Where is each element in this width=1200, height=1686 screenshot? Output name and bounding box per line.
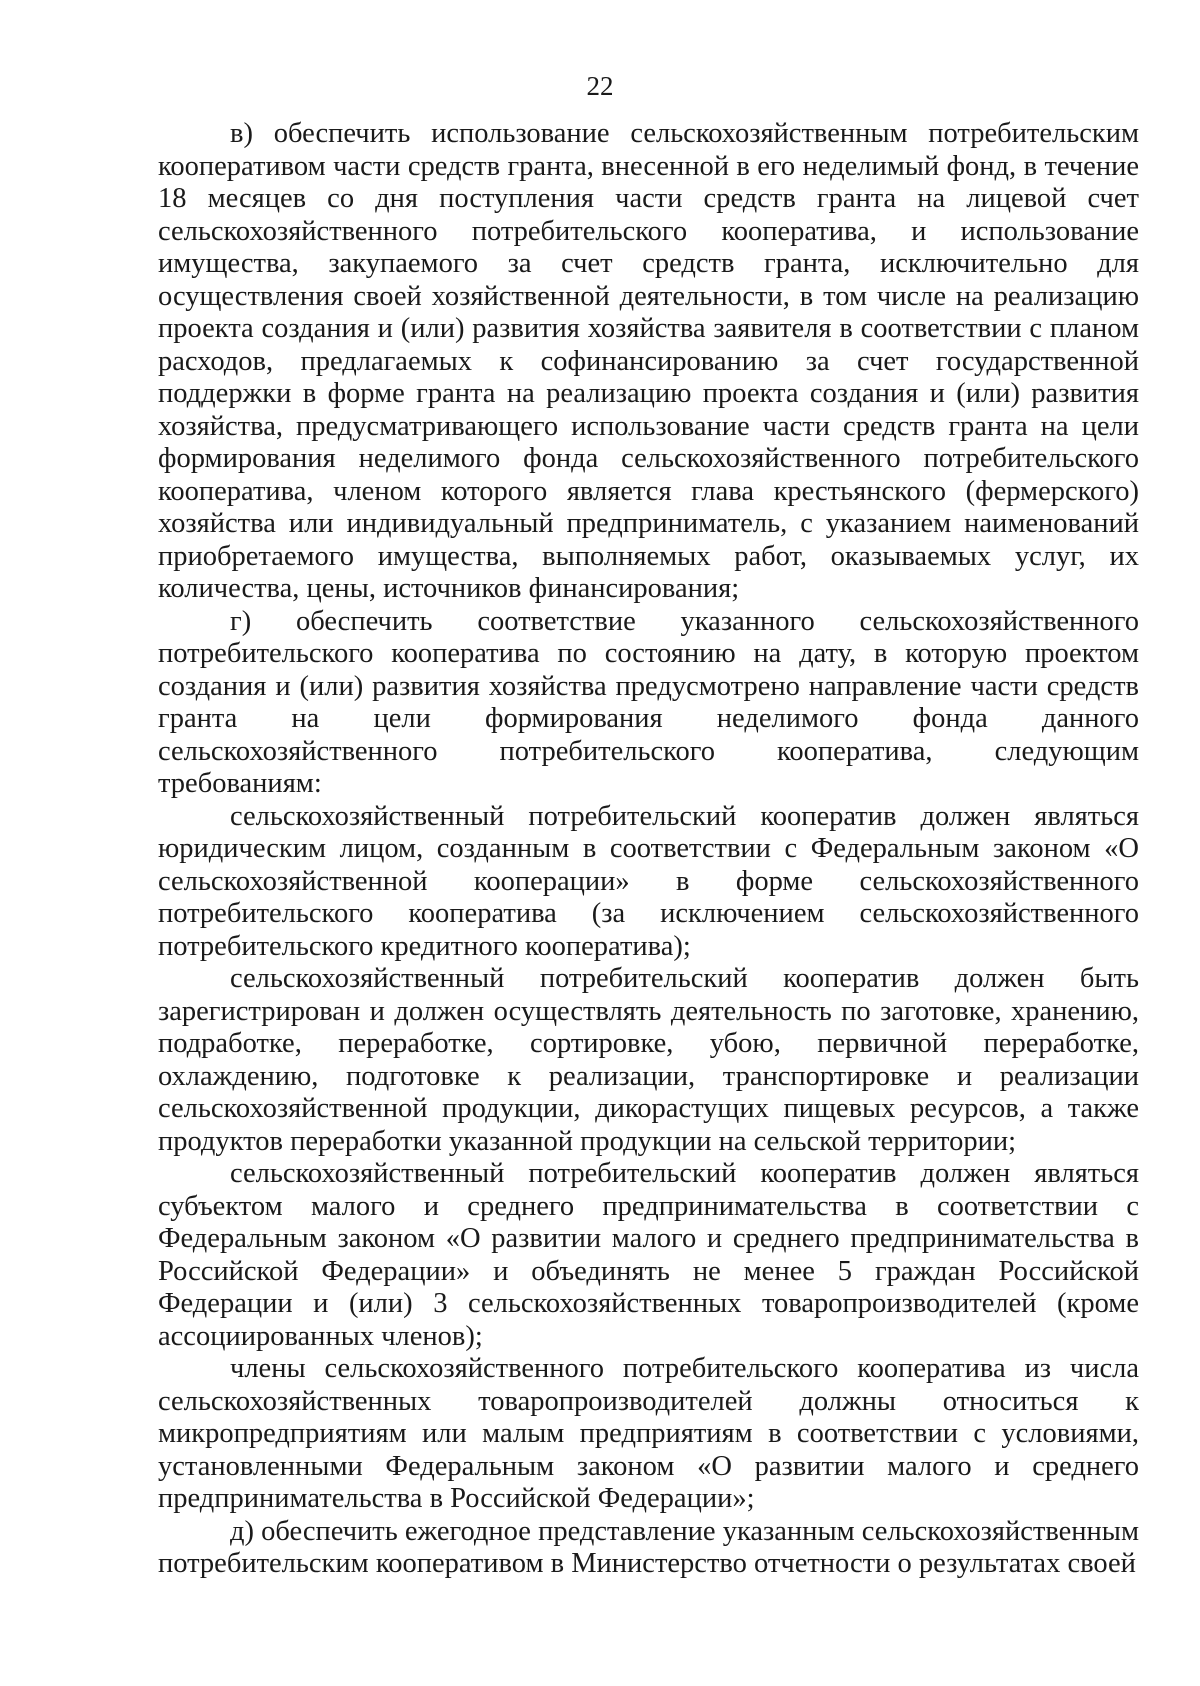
requirement-small-medium-business: сельскохозяйственный потребительский кооператив должен являться субъектом малого и среднего предпринимательства в соответствии с Федеральным законом «О развитии малого и среднего предпринимательства в Российской Федерации» и объединять не менее 5 граждан Российской Федерации и (или) 3 сельскохозяйственных товаропроизводителей (кроме ассоциированных членов); [158, 1158, 1139, 1352]
requirement-members-micro-enterprises: члены сельскохозяйственного потребительского кооператива из числа сельскохозяйственных товаропроизводителей должны относиться к микропредприятиям или малым предприятиям в соответствии с условиями, установленными Федеральным законом «О развитии малого и среднего предпринимательства в Российской Федерации»; [158, 1353, 1139, 1514]
requirement-registered-activity: сельскохозяйственный потребительский кооператив должен быть зарегистрирован и должен осуществлять деятельность по заготовке, хранению, подработке, переработке, сортировке, убою, первичной переработке, охлаждению, подготовке к реализации, транспортировке и реализации сельскохозяйственной продукции, дикорастущих пищевых ресурсов, а также продуктов переработки указанной продукции на сельской территории; [158, 963, 1139, 1157]
page-number: 22 [586, 71, 614, 101]
paragraph-g-cooperative-requirements: г) обеспечить соответствие указанного сельскохозяйственного потребительского кооператива по состоянию на дату, в которую проектом создания и (или) развития хозяйства предусмотрено направление части средств гранта на цели формирования неделимого фонда данного сельскохозяйственного потребительского кооператива, следующим требованиям: [158, 605, 1139, 799]
requirement-legal-entity: сельскохозяйственный потребительский кооператив должен являться юридическим лицом, созданным в соответствии с Федеральным законом «О сельскохозяйственной кооперации» в форме сельскохозяйственного потребительского кооператива (за исключением сельскохозяйственного потребительского кредитного кооператива); [158, 800, 1139, 962]
paragraph-d-annual-reporting: д) обеспечить ежегодное представление указанным сельскохозяйственным потребительским кооперативом в Министерство отчетности о результатах своей [158, 1515, 1139, 1579]
paragraph-v-grant-funds-usage: в) обеспечить использование сельскохозяйственным потребительским кооперативом части средств гранта, внесенной в его неделимый фонд, в течение 18 месяцев со дня поступления части средств гранта на лицевой счет сельскохозяйственного потребительского кооператива, и использование имущества, закупаемого за счет средств гранта, исключительно для осуществления своей хозяйственной деятельности, в том числе на реализацию проекта создания и (или) развития хозяйства заявителя в соответствии с планом расходов, предлагаемых к софинансированию за счет государственной поддержки в форме гранта на реализацию проекта создания и (или) развития хозяйства, предусматривающего использование части средств гранта на цели формирования неделимого фонда сельскохозяйственного потребительского кооператива, членом которого является глава крестьянского (фермерского) хозяйства или индивидуальный предприниматель, с указанием наименований приобретаемого имущества, выполняемых работ, оказываемых услуг, их количества, цены, источников финансирования; [158, 118, 1139, 604]
document-body [158, 118, 1139, 1581]
